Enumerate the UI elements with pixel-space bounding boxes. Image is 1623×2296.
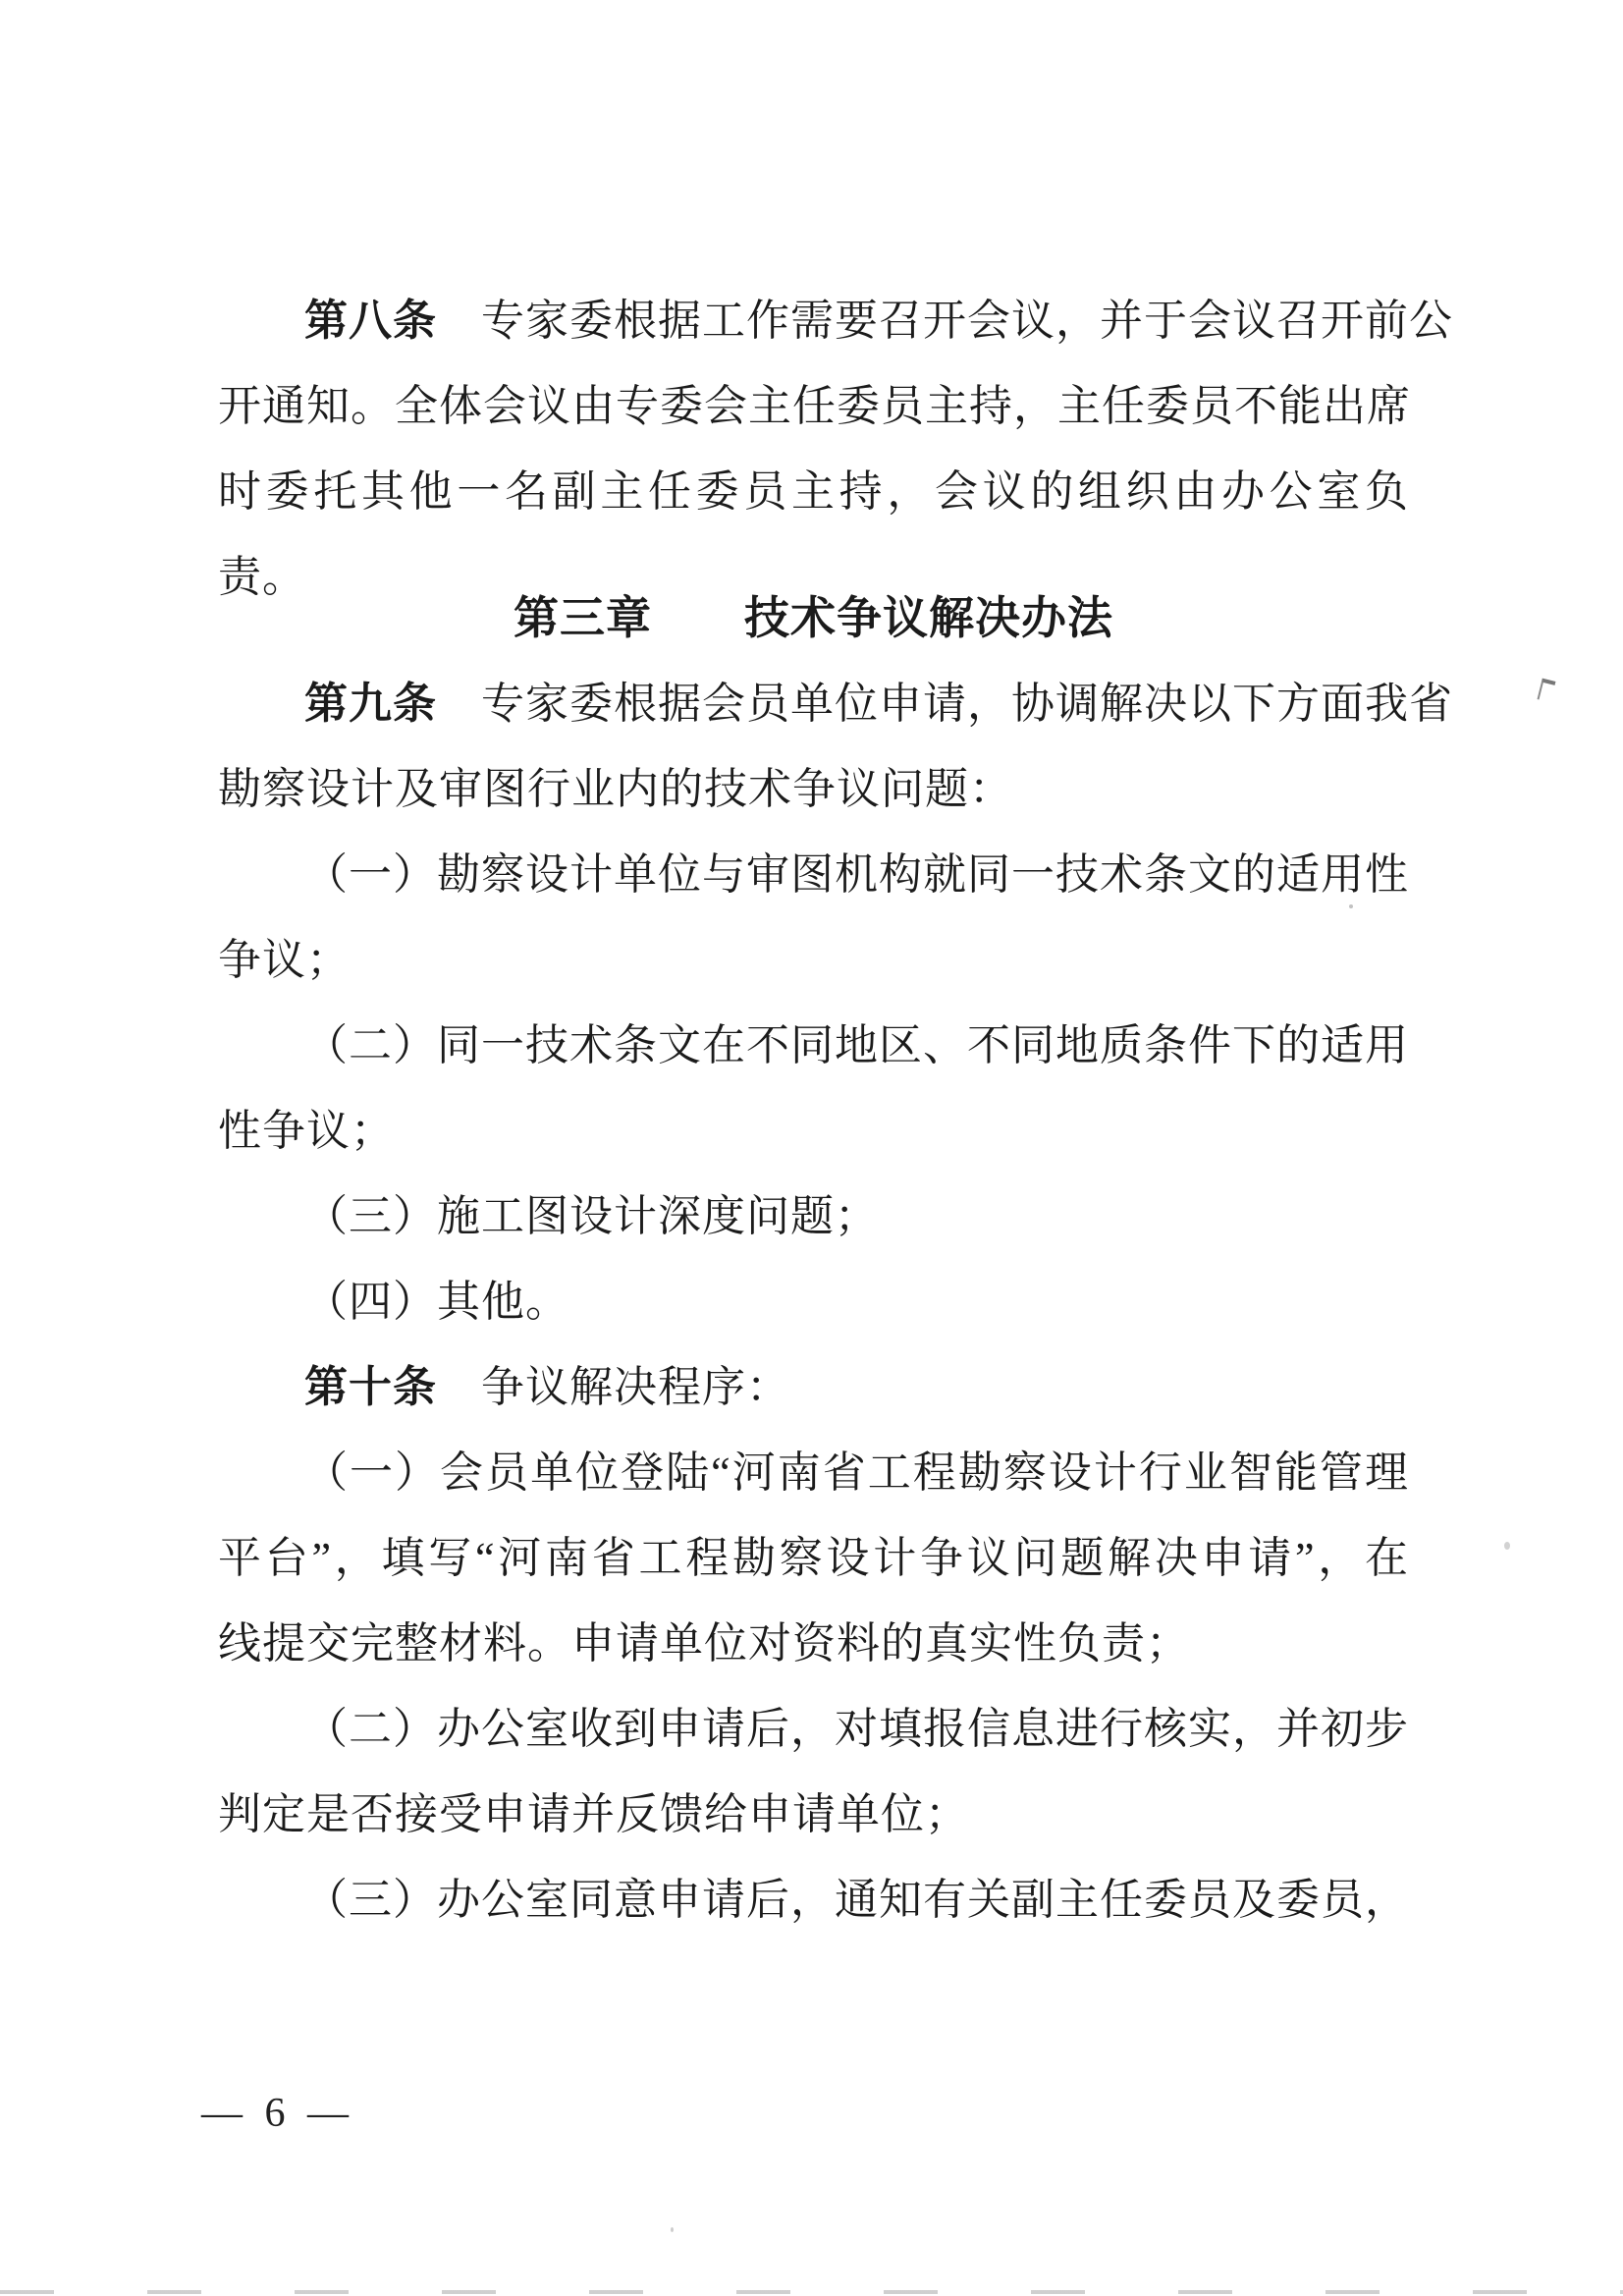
doc-line (218, 832, 1409, 917)
doc-line (218, 449, 1409, 601)
article-number: 第八条 (304, 297, 437, 345)
line-text: 勘察设计及审图行业内的技术争议问题： (218, 765, 1013, 813)
line-text: 判定是否接受申请并反馈给申请单位； (218, 1790, 969, 1838)
line-text: （三）施工图设计深度问题； (304, 1192, 879, 1240)
line-text: （一）勘察设计单位与审图机构就同一技术条文的适用性 (304, 850, 1409, 899)
doc-line (218, 278, 1453, 363)
line-text: 争议； (218, 936, 351, 984)
page-number: — 6 — (201, 2091, 354, 2136)
article-number: 第九条 (304, 680, 437, 728)
doc-line (218, 1601, 1409, 1686)
scan-noise (1349, 904, 1353, 908)
line-text: 专家委根据会员单位申请，协调解决以下方面我省 (437, 680, 1453, 728)
line-text: 性争议； (218, 1107, 395, 1155)
line-text: 专家委根据工作需要召开会议，并于会议召开前公 (437, 297, 1453, 345)
doc-line (218, 746, 1409, 832)
doc-line (218, 363, 1409, 449)
doc-line (218, 1344, 1409, 1430)
scan-noise (1504, 1542, 1510, 1550)
doc-line (218, 1174, 1409, 1259)
doc-line (218, 917, 1409, 1003)
scan-edge-artifact (0, 2290, 1623, 2294)
doc-line (218, 1003, 1409, 1088)
chapter-heading (218, 575, 1409, 661)
doc-line (218, 1088, 1409, 1174)
scan-noise (1538, 679, 1556, 703)
doc-line (218, 1515, 1409, 1601)
line-text: （四）其他。 (304, 1278, 569, 1326)
line-text: 争议解决程序： (437, 1363, 790, 1411)
line-text: （三）办公室同意申请后，通知有关副主任委员及委员， (304, 1876, 1409, 1924)
scan-noise (671, 2227, 674, 2232)
doc-line (218, 1430, 1409, 1515)
article-number: 第十条 (304, 1363, 437, 1411)
line-text: （一）会员单位登陆“河南省工程勘察设计行业智能管理 (304, 1449, 1409, 1497)
line-text: 平台”，填写“河南省工程勘察设计争议问题解决申请”，在 (218, 1534, 1409, 1582)
doc-line (218, 661, 1453, 746)
doc-line (218, 1857, 1409, 1942)
line-text: 开通知。全体会议由专委会主任委员主持，主任委员不能出席 (218, 382, 1411, 430)
doc-line (218, 1772, 1409, 1857)
doc-line (218, 1259, 1409, 1344)
document-body (218, 278, 1453, 1942)
line-text: （二）办公室收到申请后，对填报信息进行核实，并初步 (304, 1705, 1409, 1753)
line-text: 时委托其他一名副主任委员主持，会议的组织由办公室负责。 (218, 467, 1409, 601)
line-text: （二）同一技术条文在不同地区、不同地质条件下的适用 (304, 1021, 1409, 1069)
chapter-heading-text: 第三章 技术争议解决办法 (514, 593, 1113, 643)
doc-line (218, 1686, 1409, 1772)
line-text: 线提交完整材料。申请单位对资料的真实性负责； (218, 1619, 1190, 1667)
